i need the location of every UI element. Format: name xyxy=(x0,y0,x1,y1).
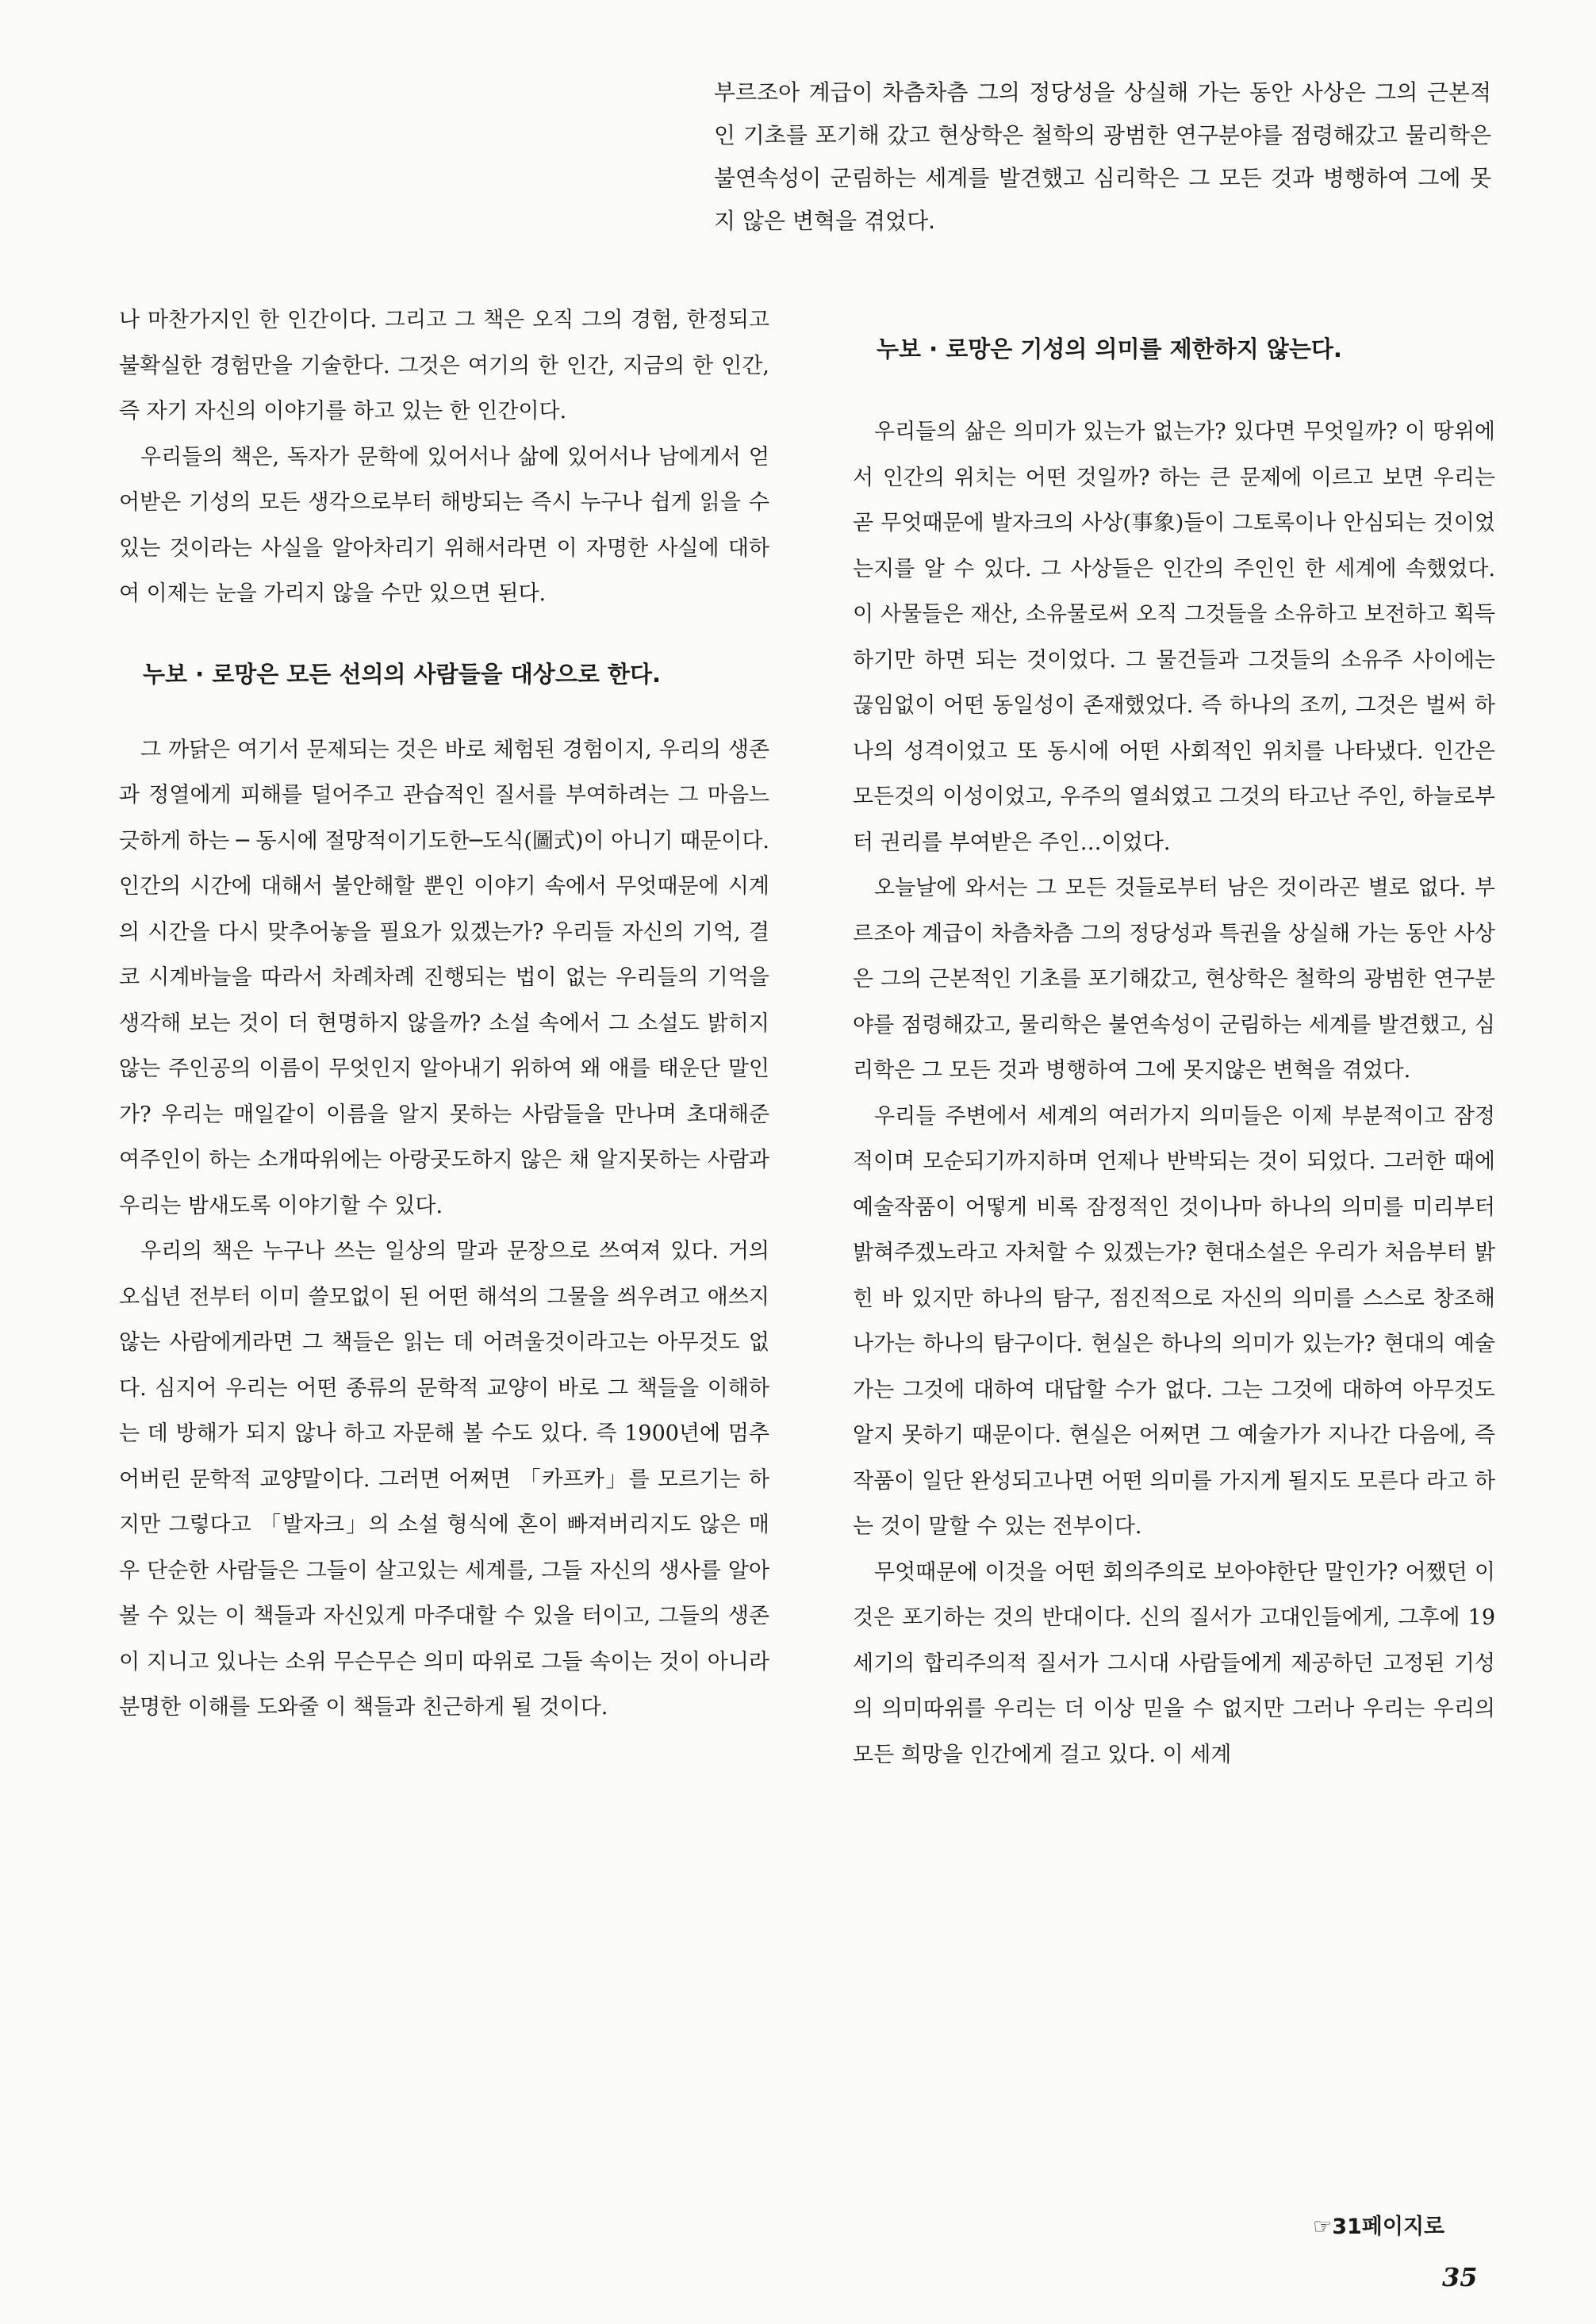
left-paragraph-3: 그 까닭은 여기서 문제되는 것은 바로 체험된 경험이지, 우리의 생존과 정열에게 피해를 덜어주고 관습적인 질서를 부여하려는 그 마음느긋하게 하는 ─ 동시에 절망적이기도한─도식(圖式)이 아니기 때문이다. 인간의 시간에 대해서 불안해할 뿐인 이야기 속에서 무엇때문에 시계의 시간을 다시 맞추어놓을 필요가 있겠는가? 우리들 자신의 기억, 결코 시계바늘을 따라서 차례차례 진행되는 법이 없는 우리들의 기억을 생각해 보는 것이 더 현명하지 않을까? 소설 속에서 그 소설도 밝히지 않는 주인공의 이름이 무엇인지 알아내기 위하여 왜 애를 태운단 말인가? 우리는 매일같이 이름을 알지 못하는 사람들을 만나며 초대해준 여주인이 하는 소개따위에는 아랑곳도하지 않은 채 알지못하는 사람과 우리는 밤새도록 이야기할 수 있다. xyxy=(119,737,769,1218)
intro-paragraph: 부르조아 계급이 차츰차츰 그의 정당성을 상실해 가는 동안 사상은 그의 근본적인 기초를 포기해 갔고 현상학은 철학의 광범한 연구분야를 점령해갔고 물리학은 불연속성이 군림하는 세계를 발견했고 심리학은 그 모든 것과 병행하여 그에 못지 않은 변혁을 겪었다. xyxy=(714,79,1491,234)
right-paragraph-4: 무엇때문에 이것을 어떤 회의주의로 보아야한단 말인가? 어쨌던 이것은 포기하는 것의 반대이다. 신의 질서가 고대인들에게, 그후에 19세기의 합리주의적 질서가 그시대 사람들에게 제공하던 고정된 기성의 의미따위를 우리는 더 이상 믿을 수 없지만 그러나 우리는 우리의 모든 희망을 인간에게 걸고 있다. 이 세계 xyxy=(853,1559,1495,1767)
left-paragraph-4: 우리의 책은 누구나 쓰는 일상의 말과 문장으로 쓰여져 있다. 거의 오십년 전부터 이미 쓸모없이 된 어떤 해석의 그물을 씌우려고 애쓰지 않는 사람에게라면 그 책들은 읽는 데 어려울것이라고는 아무것도 없다. 심지어 우리는 어떤 종류의 문학적 교양이 바로 그 책들을 이해하는 데 방해가 되지 않나 하고 자문해 볼 수도 있다. 즉 1900년에 멈추어버린 문학적 교양말이다. 그러면 어쩌면 「카프카」를 모르기는 하지만 그렇다고 「발자크」의 소설 형식에 혼이 빠져버리지도 않은 매우 단순한 사람들은 그들이 살고있는 세계를, 그들 자신의 생사를 알아볼 수 있는 이 책들과 자신있게 마주대할 수 있을 터이고, 그들의 생존이 지니고 있나는 소위 무슨무슨 의미 따위로 그들 속이는 것이 아니라 분명한 이해를 도와줄 이 책들과 친근하게 될 것이다. xyxy=(119,1239,769,1720)
right-column xyxy=(853,333,1495,1778)
section-heading-right: 누보 · 로망은 기성의 의미를 제한하지 않는다. xyxy=(877,336,1342,362)
left-paragraph-2: 우리들의 책은, 독자가 문학에 있어서나 삶에 있어서나 남에게서 얻어받은 기성의 모든 생각으로부터 해방되는 즉시 누구나 쉽게 읽을 수 있는 것이라는 사실을 알아차리기 위해서라면 이 자명한 사실에 대하여 이제는 눈을 가리지 않을 수만 있으면 된다. xyxy=(119,444,769,606)
right-paragraph-2: 오늘날에 와서는 그 모든 것들로부터 남은 것이라곤 별로 없다. 부르조아 계급이 차츰차츰 그의 정당성과 특권을 상실해 가는 동안 사상은 그의 근본적인 기초를 포기해갔고, 현상학은 철학의 광범한 연구분야를 점령해갔고, 물리학은 불연속성이 군림하는 세계를 발견했고, 심리학은 그 모든 것과 병행하여 그에 못지않은 변혁을 겪었다. xyxy=(853,876,1495,1083)
left-column xyxy=(119,297,769,1731)
continued-note: ☞31페이지로 xyxy=(1313,2215,1445,2239)
page-number: 35 xyxy=(1442,2262,1478,2292)
section-heading-left: 누보 · 로망은 모든 선의의 사람들을 대상으로 한다. xyxy=(143,660,661,688)
right-paragraph-1: 우리들의 삶은 의미가 있는가 없는가? 있다면 무엇일까? 이 땅위에서 인간의 위치는 어떤 것일까? 하는 큰 문제에 이르고 보면 우리는 곧 무엇때문에 발자크의 사상(事象)들이 그토록이나 안심되는 것이었는지를 알 수 있다. 그 사상들은 인간의 주인인 한 세계에 속했었다. 이 사물들은 재산, 소유물로써 오직 그것들을 소유하고 보전하고 획득하기만 하면 되는 것이었다. 그 물건들과 그것들의 소유주 사이에는 끊임없이 어떤 동일성이 존재했었다. 즉 하나의 조끼, 그것은 벌써 하나의 성격이었고 또 동시에 어떤 사회적인 위치를 나타냈다. 인간은 모든것의 이성이었고, 우주의 열쇠였고 그것의 타고난 주인, 하늘로부터 권리를 부여받은 주인…이었다. xyxy=(853,420,1495,855)
right-paragraph-3: 우리들 주변에서 세계의 여러가지 의미들은 이제 부분적이고 잠정적이며 모순되기까지하며 언제나 반박되는 것이 되었다. 그러한 때에 예술작품이 어떻게 비록 잠정적인 것이나마 하나의 의미를 미리부터 밝혀주겠노라고 자처할 수 있겠는가? 현대소설은 우리가 처음부터 밝힌 바 있지만 하나의 탐구, 점진적으로 자신의 의미를 스스로 창조해 나가는 하나의 탐구이다. 현실은 하나의 의미가 있는가? 현대의 예술가는 그것에 대하여 대답할 수가 없다. 그는 그것에 대하여 아무것도 알지 못하기 때문이다. 현실은 어쩌면 그 예술가가 지나간 다음에, 즉 작품이 일단 완성되고나면 어떤 의미를 가지게 될지도 모른다 라고 하는 것이 말할 수 있는 전부이다. xyxy=(853,1103,1495,1539)
left-paragraph-1: 나 마찬가지인 한 인간이다. 그리고 그 책은 오직 그의 경험, 한정되고 불확실한 경험만을 기술한다. 그것은 여기의 한 인간, 지금의 한 인간, 즉 자기 자신의 이야기를 하고 있는 한 인간이다. xyxy=(119,308,769,424)
